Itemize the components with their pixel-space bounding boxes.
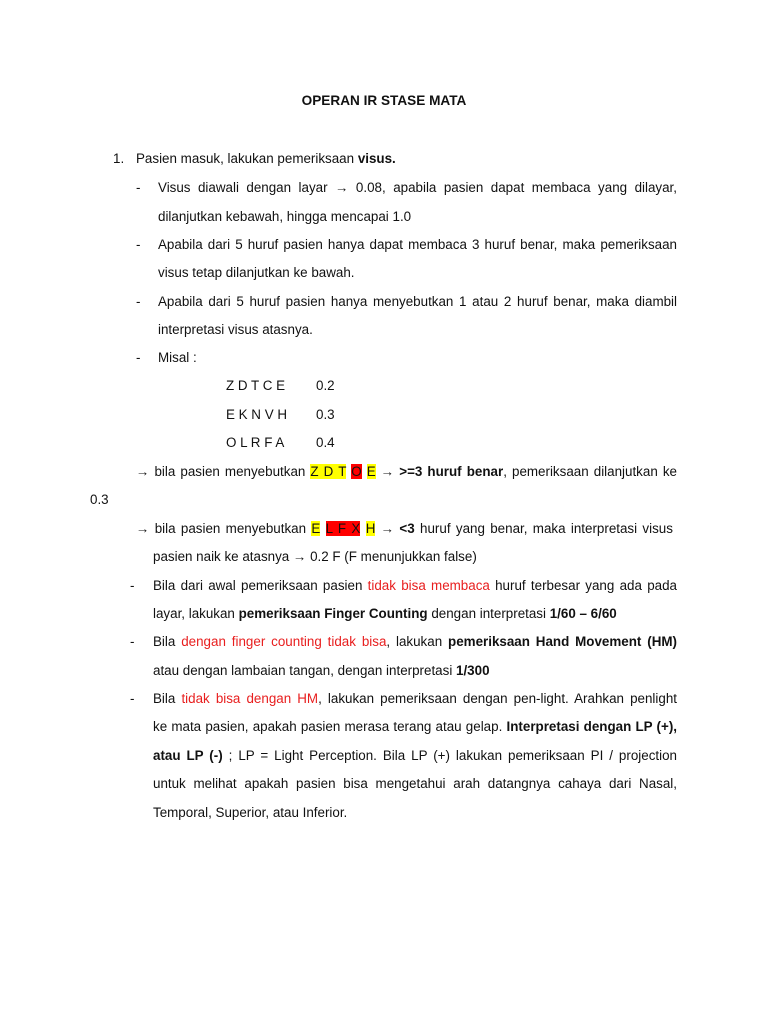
chart-value: 0.3 [316,407,335,422]
highlight-wrong: L F X [325,521,361,536]
paragraph-line: atau LP (-) ; LP = Light Perception. Bila LP (+) lakukan pemeriksaan PI / projection [153,748,677,763]
chart-letters: Z D T C E [226,378,286,393]
paragraph-line: atau dengan lambaian tangan, dengan interpretasi 1/300 [153,663,490,678]
arrow-right-icon: → [136,464,150,479]
paragraph-line: Bila dengan finger counting tidak bisa, lakukan pemeriksaan Hand Movement (HM) [153,634,677,649]
arrow-right-icon: → [292,549,307,564]
chart-letters: E K N V H [226,407,288,422]
example-line: → bila pasien menyebutkan Z D T O E → >=3 huruf benar, pemeriksaan dilanjutkan ke [136,464,677,479]
paragraph-line: untuk melihat apakah pasien bisa mengetahui arah datangnya cahaya dari Nasal, [153,776,677,791]
page-title: OPERAN IR STASE MATA [301,93,467,108]
paragraph-line: Bila tidak bisa dengan HM, lakukan pemeriksaan dengan pen-light. Arahkan penlight [153,691,677,706]
chart-letters: O L R F A [226,435,285,450]
bullet-text: Apabila dari 5 huruf pasien hanya dapat membaca 3 huruf benar, maka pemeriksaan [158,237,677,252]
bullet-text: Apabila dari 5 huruf pasien hanya menyebutkan 1 atau 2 huruf benar, maka diambil [158,294,677,309]
highlight-correct: H [365,521,376,536]
highlight-correct: E [311,521,321,536]
arrow-right-icon: → [380,521,395,536]
bullet-text: Visus diawali dengan layar → 0.08, apabila pasien dapat membaca yang dilayar, [158,180,677,195]
arrow-right-icon: → [335,180,349,195]
dash-marker: - [130,634,135,649]
paragraph-line: Bila dari awal pemeriksaan pasien tidak bisa membaca huruf terbesar yang ada pada [153,578,677,593]
paragraph-line: layar, lakukan pemeriksaan Finger Counting dengan interpretasi 1/60 – 6/60 [153,606,617,621]
dash-marker: - [136,294,141,309]
chart-value: 0.4 [316,435,335,450]
example-line: pasien naik ke atasnya → 0.2 F (F menunjukkan false) [153,549,477,564]
bullet-text: visus tetap dilanjutkan ke bawah. [158,265,355,280]
list-number: 1. [113,151,125,166]
highlight-wrong: O [351,464,362,479]
bullet-text: dilanjutkan kebawah, hingga mencapai 1.0 [158,209,412,224]
dash-marker: - [136,350,141,365]
list-item-lead: Pasien masuk, lakukan pemeriksaan visus. [136,151,396,166]
highlight-correct: Z D T [310,464,347,479]
dash-marker: - [130,578,135,593]
dash-marker: - [136,180,141,195]
example-wrap: 0.3 [90,492,109,507]
bullet-text: Misal : [158,350,197,365]
bullet-text: interpretasi visus atasnya. [158,322,313,337]
arrow-right-icon: → [380,464,395,479]
highlight-correct: E [366,464,376,479]
paragraph-line: Temporal, Superior, atau Inferior. [153,805,348,820]
example-line: → bila pasien menyebutkan E L F X H → <3 huruf yang benar, maka interpretasi visus [136,521,673,536]
arrow-right-icon: → [136,521,150,536]
paragraph-line: ke mata pasien, apakah pasien merasa terang atau gelap. Interpretasi dengan LP (+), [153,719,678,734]
dash-marker: - [130,691,135,706]
chart-value: 0.2 [316,378,335,393]
dash-marker: - [136,237,141,252]
